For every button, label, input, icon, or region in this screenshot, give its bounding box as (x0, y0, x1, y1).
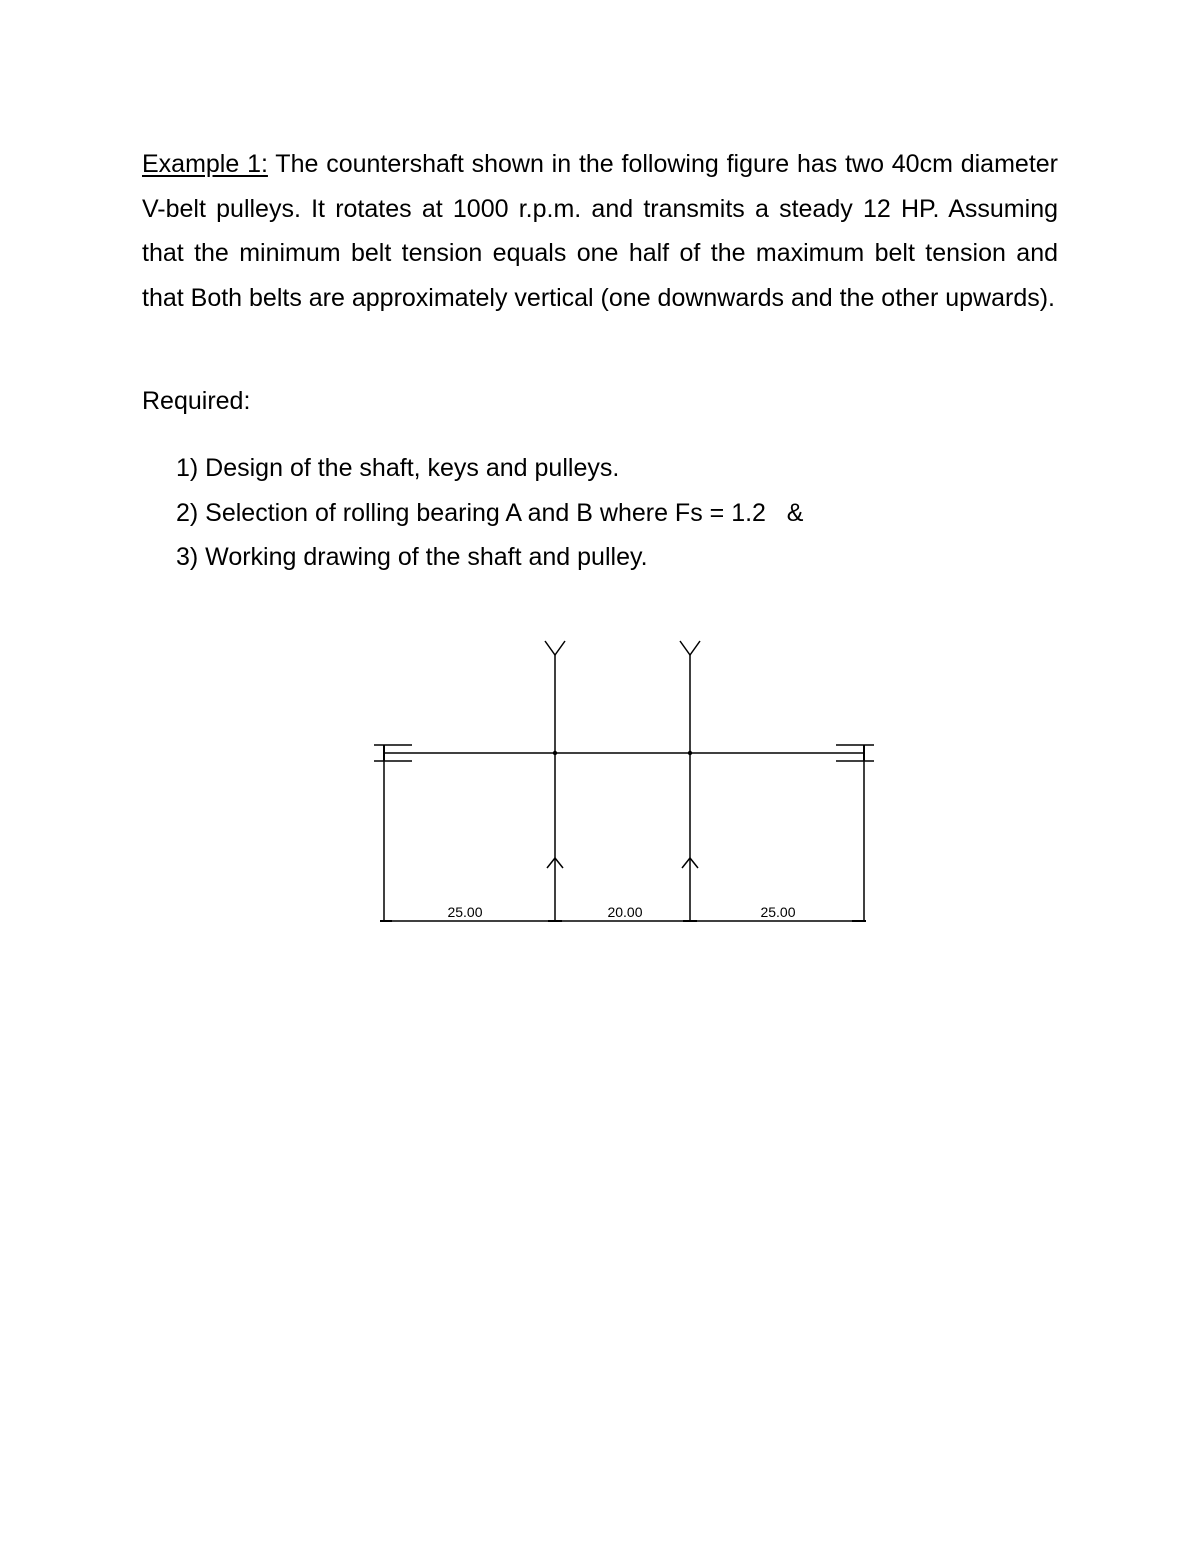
dimension-label: 25.00 (760, 904, 796, 920)
example-label: Example 1: (142, 150, 268, 178)
required-heading: Required: (142, 387, 251, 415)
bearing-b-icon (836, 745, 874, 922)
requirements-list (176, 446, 803, 580)
requirement-item: 2) Selection of rolling bearing A and B where Fs = 1.2 & (176, 498, 804, 527)
bearing-a-icon (374, 745, 412, 922)
requirement-item: 1) Design of the shaft, keys and pulleys. (176, 454, 620, 482)
problem-statement (142, 142, 1058, 320)
problem-text: The countershaft shown in the following figure has two 40cm diameter V-belt pulleys. It rotates at 1000 r.p.m. and transmits a steady 12 HP. Assuming that the minimum belt tension equals one half of the maximum belt tension and that Both belts are approximately vertical (one downwards and the other upwards). (142, 150, 1058, 312)
shaft-diagram (360, 630, 900, 930)
dimension-label: 25.00 (447, 904, 483, 920)
dimension-label: 20.00 (607, 904, 643, 920)
pulley-2-belt (680, 641, 700, 922)
requirement-item: 3) Working drawing of the shaft and pulley. (176, 543, 648, 571)
pulley-1-belt (545, 641, 565, 922)
